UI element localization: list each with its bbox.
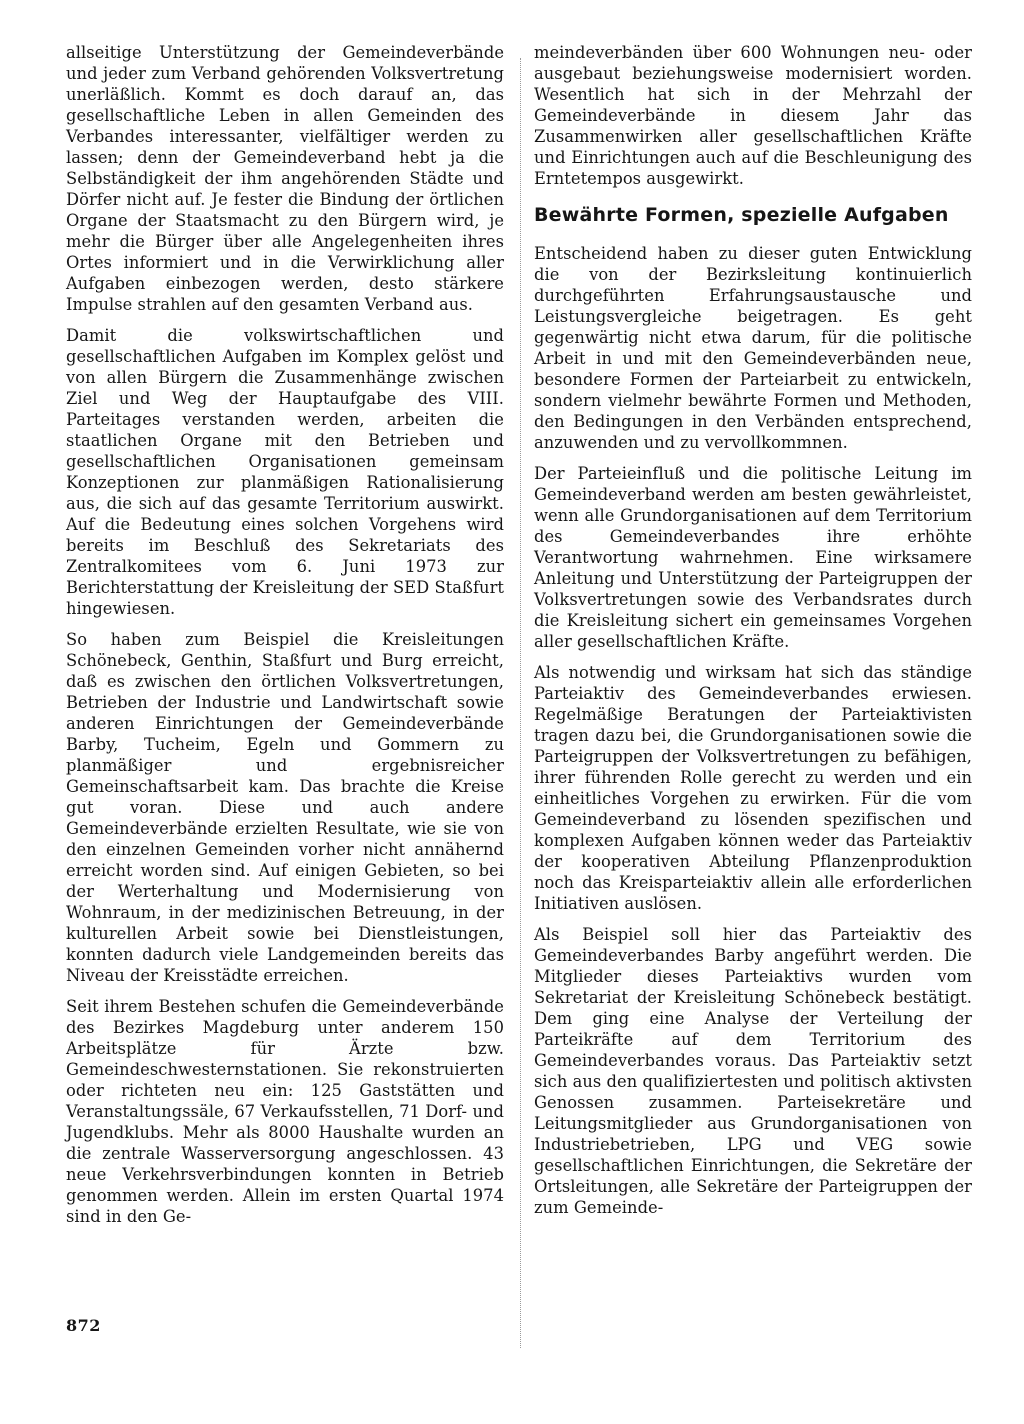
right-paragraph-1: Entscheidend haben zu dieser guten Entwicklung die von der Bezirksleitung kontinuierlich durchgeführten Erfahrungsaustausche und Leistungsvergleiche beigetragen. Es geht gegenwärtig nicht etwa darum, für die politische Arbeit in und mit den Gemeindeverbänden neue, besondere Formen der Parteiarbeit zu entwickeln, sondern vielmehr bewährte Formen und Methoden, den Bedingungen in den Verbänden entsprechend, anzuwenden und zu vervollkommnen.	[534, 244, 972, 452]
left-column	[66, 42, 504, 1237]
column-divider	[520, 58, 521, 1348]
left-paragraph-1: allseitige Unterstützung der Gemeindeverbände und jeder zum Verband gehörenden Volksvertretung unerläßlich. Kommt es doch darauf an, das gesellschaftliche Leben in allen Gemeinden des Verbandes interessanter, vielfältiger werden zu lassen; denn der Gemeindeverband hebt ja die Selbständigkeit der ihm angehörenden Städte und Dörfer nicht auf. Je fester die Bindung der örtlichen Organe der Staatsmacht zu den Bürgern wird, je mehr die Bürger über alle Angelegenheiten ihres Ortes informiert und in die Verwirklichung aller Aufgaben einbezogen werden, desto stärkere Impulse strahlen auf den gesamten Verband aus.	[66, 43, 504, 314]
page-number: 872	[66, 1316, 101, 1335]
right-paragraph-3: Als notwendig und wirksam hat sich das ständige Parteiaktiv des Gemeindeverbandes erwiesen. Regelmäßige Beratungen der Parteiaktivisten tragen dazu bei, die Grundorganisationen sowie die Parteigruppen der Volksvertretungen zu befähigen, ihrer führenden Rolle gerecht zu werden und ein einheitliches Vorgehen zu erwirken. Für die vom Gemeindeverband zu lösenden spezifischen und komplexen Aufgaben können weder das Parteiaktiv der kooperativen Abteilung Pflanzenproduktion noch das Kreisparteiaktiv allein alle erforderlichen Initiativen auslösen.	[534, 663, 972, 913]
right-paragraph-4: Als Beispiel soll hier das Parteiaktiv des Gemeindeverbandes Barby angeführt werden. Die Mitglieder dieses Parteiaktivs wurden vom Sekretariat der Kreisleitung Schönebeck bestätigt. Dem ging eine Analyse der Verteilung der Parteikräfte auf dem Territorium des Gemeindeverbandes voraus. Das Parteiaktiv setzt sich aus den qualifiziertesten und politisch aktivsten Genossen zusammen. Parteisekretäre und Leitungsmitglieder aus Grundorganisationen von Industriebetrieben, LPG und VEG sowie gesellschaftlichen Einrichtungen, die Sekretäre der Ortsleitungen, alle Sekretäre der Parteigruppen der zum Gemeinde-	[534, 925, 972, 1217]
left-paragraph-4: Seit ihrem Bestehen schufen die Gemeindeverbände des Bezirkes Magdeburg unter anderem 150 Arbeitsplätze für Ärzte bzw. Gemeindeschwesternstationen. Sie rekonstruierten oder richteten neu ein: 125 Gaststätten und Veranstaltungssäle, 67 Verkaufsstellen, 71 Dorf- und Jugendklubs. Mehr als 8000 Haushalte wurden an die zentrale Wasserversorgung angeschlossen. 43 neue Verkehrsverbindungen konnten in Betrieb genommen werden. Allein im ersten Quartal 1974 sind in den Ge-	[66, 997, 504, 1226]
right-paragraph-2: Der Parteieinfluß und die politische Leitung im Gemeindeverband werden am besten gewährleistet, wenn alle Grundorganisationen auf dem Territorium des Gemeindeverbandes ihre erhöhte Verantwortung wahrnehmen. Eine wirksamere Anleitung und Unterstützung der Parteigruppen der Volksvertretungen sowie des Verbandsrates durch die Kreisleitung sichert ein gemeinsames Vorgehen aller gesellschaftlichen Kräfte.	[534, 464, 972, 651]
right-intro-paragraph: meindeverbänden über 600 Wohnungen neu- oder ausgebaut beziehungsweise modernisiert worden. Wesentlich hat sich in der Mehrzahl der Gemeindeverbände in diesem Jahr das Zusammenwirken aller gesellschaftlichen Kräfte und Einrichtungen auch auf die Beschleunigung des Erntetempos ausgewirkt.	[534, 43, 972, 188]
right-column	[534, 42, 972, 1228]
section-heading: Bewährte Formen, spezielle Aufgaben	[534, 204, 949, 226]
left-paragraph-3: So haben zum Beispiel die Kreisleitungen Schönebeck, Genthin, Staßfurt und Burg erreicht, daß es zwischen den örtlichen Volksvertretungen, Betrieben der Industrie und Landwirtschaft sowie anderen Einrichtungen der Gemeindeverbände Barby, Tucheim, Egeln und Gommern zu planmäßiger und ergebnisreicher Gemeinschaftsarbeit kam. Das brachte die Kreise gut voran. Diese und auch andere Gemeindeverbände erzielten Resultate, wie sie von den einzelnen Gemeinden vorher nicht annähernd erreicht worden sind. Auf einigen Gebieten, so bei der Werterhaltung und Modernisierung von Wohnraum, in der medizinischen Betreuung, in der kulturellen Arbeit sowie bei Dienstleistungen, konnten dadurch viele Landgemeinden bereits das Niveau der Kreisstädte erreichen.	[66, 630, 504, 985]
left-paragraph-2: Damit die volkswirtschaftlichen und gesellschaftlichen Aufgaben im Komplex gelöst und von allen Bürgern die Zusammenhänge zwischen Ziel und Weg der Hauptaufgabe des VIII. Parteitages verstanden werden, arbeiten die staatlichen Organe mit den Betrieben und gesellschaftlichen Organisationen gemeinsam Konzeptionen zur planmäßigen Rationalisierung aus, die sich auf das gesamte Territorium auswirkt. Auf die Bedeutung eines solchen Vorgehens wird bereits im Beschluß des Sekretariats des Zentralkomitees vom 6. Juni 1973 zur Berichterstattung der Kreisleitung der SED Staßfurt hingewiesen.	[66, 326, 504, 618]
